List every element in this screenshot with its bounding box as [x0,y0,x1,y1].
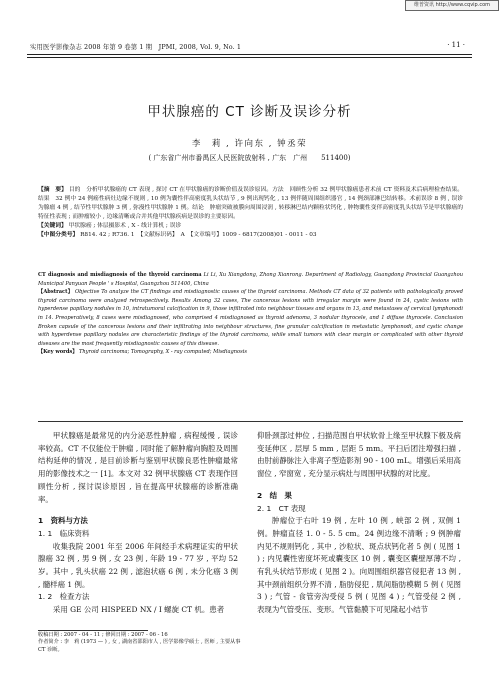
intro-paragraph: 甲状腺癌是最常见的内分泌恶性肿瘤 , 病程缓慢 , 误诊率较高。CT 不仅能位于肿瘤 , 同时能了解肿瘤向胸腔及周围结构延伸的情况 , 是目前诊断与鉴别甲状腺良恶性肿瘤最常用的影像技术之一 [1]。本文对 32 例甲状腺癌 CT 表现作回顾性分析 , 探讨误诊原因 , 旨在提高甲状腺癌的诊断准确率。 [38,431,238,504]
header-rule [27,54,472,55]
article-affiliation: ( 广东省广州市番禺区人民医院放射科 , 广东 广州 511400) [148,154,351,162]
footnote-rule [38,630,148,631]
english-authors: Li Li, Xu Xiangdong, Zhong Xianrong. Department of Radiology, Guangdong Provincial Guangzhou Municipal Panyuan People ' s Hospital, Guangzhou 511400, China [38,272,464,287]
footnote-author: 作者简介 : 李 莉 (1973 — ) , 女 , 湖南省邵阳市人 , 医学影像学硕士 , 医师 , 主要从事 CT 诊断。 [38,639,241,653]
header-rule-thin [27,57,472,58]
section-1-2-text: 采用 GE 公司 HISPEED NX / I 螺旋 CT 机。患者 [52,605,225,615]
chinese-abstract [38,186,463,222]
article-title: 甲状腺癌的 CT 诊断及误诊分析 [147,104,352,120]
chinese-keywords [38,222,463,231]
en-abstract-label: 【Abstract】 [38,289,74,296]
chinese-abstract-block [38,186,463,239]
section-2-1-text: 肿瘤位于右叶 19 例 , 左叶 10 例 , 峡部 2 例 , 双侧 1 例。肿瘤直径 1. 0 - 5. 5 cm。24 例边缘不清晰 ; 9 例肿瘤内见不规则钙化 , 其中 , 沙粒状、斑点状钙化者 5 例 ( 见图 1 ) ; 内见囊性密度坏死或囊变区 10 例 , 囊变区囊壁厚薄不均 , 有乳头状结节形成 ( 见图 2 )。向周围组织器官侵犯者 13 例 , 其中颈前组织分界不清 , 脂肪侵犯 , 肌间脂肪模糊 5 例 ( 见图 3 ) ; 气管 - 食管旁沟受侵 5 例 ( 见图 4 ) ; 气管受侵 2 例 , 表现为气管受压、变形。气管黏膜下可见隆起小结节 [257,516,461,615]
chinese-classification [38,231,463,240]
footnote-received: 收稿日期 : 2007 - 04 - 11 ; 修回日期 : 2007 - 06 - 16 [38,632,168,638]
journal-header: 实用医学影像杂志 2008 年第 9 卷第 1 期 JPMI, 2008, Vol. 9, No. 1 [30,43,242,51]
english-keywords [38,348,463,357]
page-number: · 11 · [447,41,465,49]
cn-keywords-text: 甲状腺癌 ; 体层摄影术 , X - 线计算机 ; 误诊 [68,222,182,229]
cn-class-label: 【中图分类号】 [38,231,79,238]
section-1-1-heading: 1. 1 临床资料 [38,528,90,538]
watermark: 维普资讯 http://www.cqvip.com [405,0,499,11]
section-2-heading: 2 结 果 [257,490,292,500]
en-keywords-text: Thyroid carcinoma; Tomography, X - ray computed; Misdiagnosis [79,349,247,356]
article-authors: 李 莉 , 许向东 , 钟丞荣 [191,139,308,149]
cn-abstract-text: 目的 分析甲状腺癌的 CT 表现 , 探讨 CT 在甲状腺癌的诊断价值及误诊原因。方法 回顾性分析 32 例甲状腺癌患者术前 CT 资料及术后病理检查结果。结果 32 例中 24 例癌性病灶边缘不规则 , 10 例为囊性伴高密度乳头状结节 , 9 例出现钙化 , 13 例伴随周围组织器官 , 14 例颈部淋巴结转移。术前误诊 8 例 , 误诊为腺瘤 4 例 , 结节性甲状腺肿 3 例 , 弥漫性甲状腺肿 1 例。结论 肿瘤突破被膜向周围浸润 , 转移淋巴结内颗粒状钙化 , 肿物囊性变伴高密度乳头状结节是甲状腺癌的特征性表现 ; 而肿瘤较小 , 边缘清晰或合并其他甲状腺疾病是误诊的主要原因。 [38,187,464,220]
section-1-1-text: 收集我院 2001 年至 2006 年间经手术病理证实的甲状腺癌 32 例 , 男 9 例 , 女 23 例 , 年龄 19 - 77 岁 , 平均 52 岁。其中 , 乳头状癌 22 例 , 滤泡状癌 6 例 , 未分化癌 3 例 , 髓样癌 1 例。 [38,541,238,589]
english-abstract-block [38,271,463,357]
en-keywords-label: 【Key words】 [38,349,78,356]
cn-keywords-label: 【关键词】 [38,222,67,229]
footnote [38,632,248,654]
section-1-2-heading: 1. 2 检查方法 [38,592,90,602]
en-abstract-text: Objective To analyze the CT findings and misdiagnostic causes of the thyroid carcinoma. Methods CT data of 32 patients with pathologically proved thyroid carcinoma were analyzed retrospectively. Results Among 32 cases, The cancerous lesions with irregular margin were found in 24, cystic lesions with hyperdense papillary nodules in 10, intratumoral calcification in 9, those infiltrated into neighbour tissues and organs in 13, and metastases of cervical lymphonodi in 14. Preoperatively, 8 cases were misdiagnosed, who comprised 4 misdiagnosed as thyroid adenoma, 3 nodular thyrocele, and 1 diffuse thyrocele. Conclusion Broken capsule of the cancerous lesions and their infiltrating into neighbour structures, fine granular calcification in metastatic lymphonodi, and cystic change with hyperdense papillary nodules are characteristic findings of the thyroid carcinoma, while small tumors with clear margin or complicated with other thyroid diseases are the most frequently misdiagnostic causes of this disease. [38,289,463,347]
english-title: CT diagnosis and misdiagnosis of the thyroid carcinoma [38,272,202,278]
section-1-heading: 1 资料与方法 [38,516,88,526]
left-column [38,430,238,617]
english-abstract [38,288,463,348]
cn-class-text: R814. 42 ; R736. 1 【文献标识码】 A 【文章编号】1009 - 6817(2008)01 - 0011 - 03 [80,231,317,238]
abstract-divider [38,421,463,422]
methods-continued: 仰卧颈部过伸位 , 扫描范围自甲状软骨上缘至甲状腺下极及病变延伸区 , 层厚 5 mm , 层距 5 mm。平扫后团注增强扫描 , 由肘前静脉注入非离子型造影剂 90 - 100 mL。增强后采用高窗位 , 窄窗宽 , 充分显示病灶与周围甲状腺的对比度。 [257,431,461,479]
english-title-line [38,271,463,288]
cn-abstract-label: 【摘 要】 [38,187,67,193]
right-column [257,430,461,617]
section-2-1-heading: 2. 1 CT 表现 [257,503,306,513]
